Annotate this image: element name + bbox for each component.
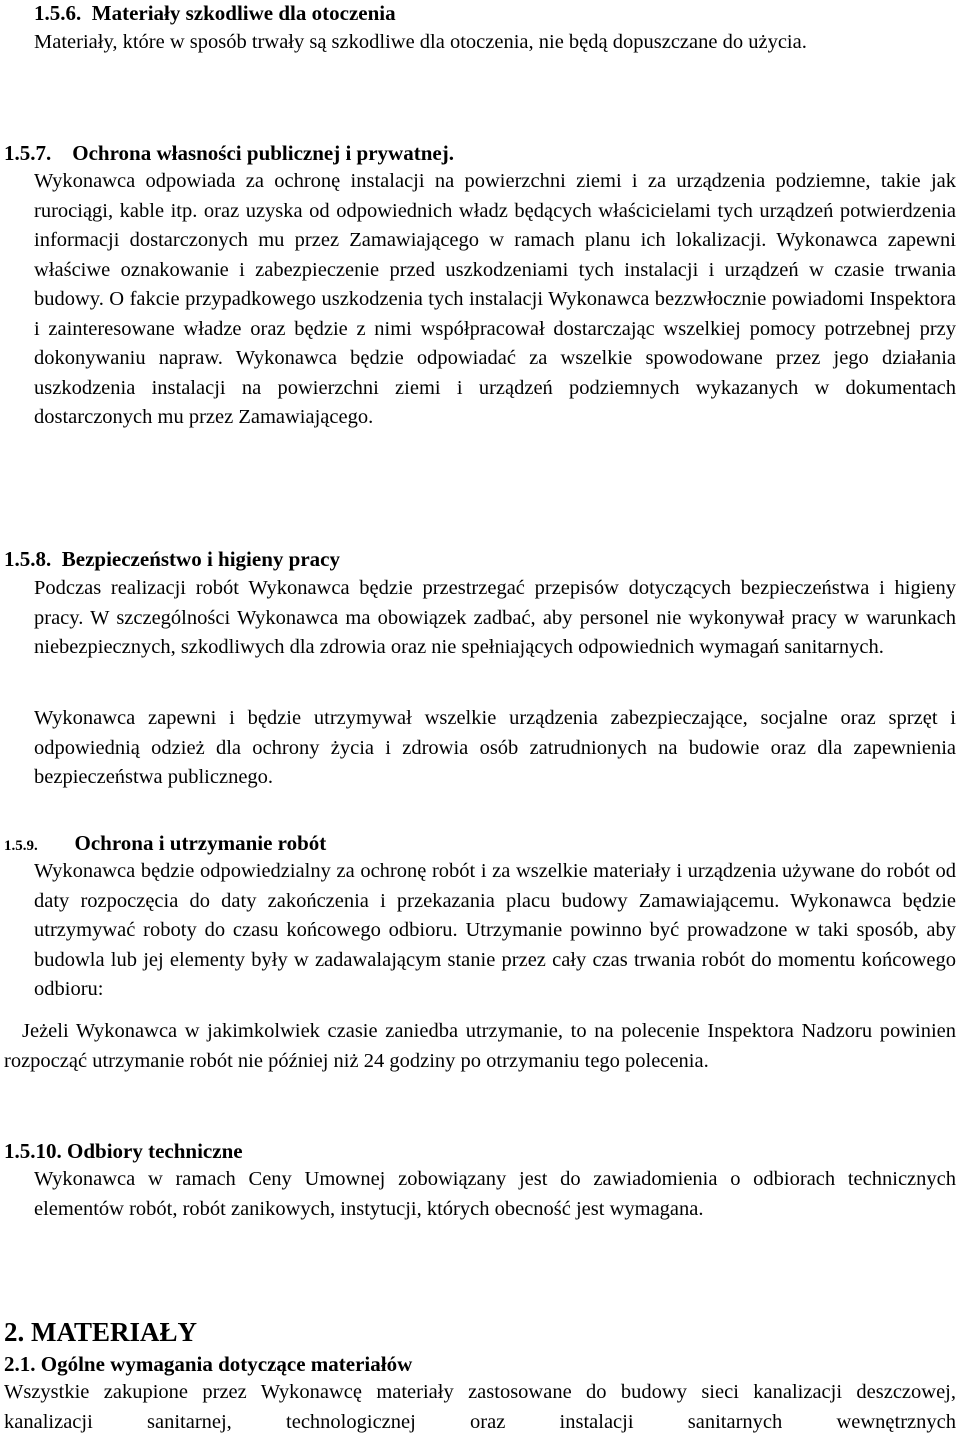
chapter-number: 2. bbox=[4, 1317, 25, 1347]
chapter-title: MATERIAŁY bbox=[31, 1317, 198, 1347]
section-heading-1-5-8 bbox=[4, 546, 340, 572]
section-heading-1-5-9 bbox=[4, 830, 326, 859]
section-title: Odbiory techniczne bbox=[67, 1139, 243, 1163]
section-title: Ochrona własności publicznej i prywatnej. bbox=[72, 141, 454, 165]
section-paragraph-1-5-10: Wykonawca w ramach Ceny Umownej zobowiązany jest do zawiadomienia o odbiorach technicznych elementów robót, robót zanikowych, instytucji, których obecność jest wymagana. bbox=[34, 1168, 956, 1220]
subsection-title: Ogólne wymagania dotyczące materiałów bbox=[40, 1352, 413, 1376]
section-title: Bezpieczeństwo i higieny pracy bbox=[61, 547, 340, 571]
chapter-heading bbox=[4, 1316, 197, 1348]
section-paragraph-1-5-6: Materiały, które w sposób trwały są szkodliwe dla otoczenia, nie będą dopuszczane do użycia. bbox=[34, 31, 807, 53]
section-number: 1.5.9. bbox=[4, 838, 38, 854]
section-heading-1-5-7 bbox=[4, 140, 454, 166]
section-paragraph-1-5-9-b: Jeżeli Wykonawca w jakimkolwiek czasie zaniedba utrzymanie, to na polecenie Inspektora Nadzoru powinien rozpocząć utrzymanie robót nie później niż 24 godziny po otrzymaniu tego polecenia. bbox=[4, 1020, 956, 1072]
section-title: Ochrona i utrzymanie robót bbox=[74, 831, 327, 855]
section-paragraph-1-5-8-b: Wykonawca zapewni i będzie utrzymywał wszelkie urządzenia zabezpieczające, socjalne oraz sprzęt i odpowiednią odzież dla ochrony życia i zdrowia osób zatrudnionych na budowie oraz dla zapewnienia bezpieczeństwa publicznego. bbox=[34, 707, 956, 788]
section-heading-1-5-10 bbox=[4, 1138, 243, 1164]
section-paragraph-1-5-8-a: Podczas realizacji robót Wykonawca będzie przestrzegać przepisów dotyczących bezpieczeństwa i higieny pracy. W szczególności Wykonawca ma obowiązek zadbać, aby personel nie wykonywał pracy w warunkach niebezpiecznych, szkodliwych dla zdrowia oraz nie spełniających odpowiednich wymagań sanitarnych. bbox=[34, 577, 956, 658]
subsection-heading-2-1 bbox=[4, 1351, 412, 1377]
section-paragraph-1-5-9-a: Wykonawca będzie odpowiedzialny za ochronę robót i za wszelkie materiały i urządzenia używane do robót od daty rozpoczęcia do daty zakończenia i przekazania placu budowy Zamawiającemu. Wykonawca będzie utrzymywać roboty do czasu końcowego odbioru. Utrzymanie powinno być prowadzone w taki sposób, aby budowla lub jej elementy były w zadawalającym stanie przez cały czas trwania robót do momentu końcowego odbioru: bbox=[34, 860, 956, 1000]
section-number: 1.5.10. bbox=[4, 1139, 62, 1163]
section-number: 1.5.8. bbox=[4, 547, 52, 571]
section-heading-1-5-6 bbox=[34, 0, 396, 26]
section-paragraph-1-5-7: Wykonawca odpowiada za ochronę instalacji na powierzchni ziemi i za urządzenia podziemne, takie jak rurociągi, kable itp. oraz uzyska od odpowiednich władz będących właścicielami tych urządzeń potwierdzenia informacji dostarczonych mu przez Zamawiającego w ramach planu ich lokalizacji. Wykonawca zapewni właściwe oznakowanie i zabezpieczenie przed uszkodzeniami tych instalacji i urządzeń w czasie trwania budowy. O fakcie przypadkowego uszkodzenia tych instalacji Wykonawca bezzwłocznie powiadomi Inspektora i zainteresowane władze oraz będzie z nimi współpracował dostarczając wszelkiej pomocy potrzebnej przy dokonywaniu napraw. Wykonawca będzie odpowiadać za wszelkie spowodowane przez jego działania uszkodzenia instalacji na powierzchni ziemi i urządzeń podziemnych wykazanych w dokumentach dostarczonych mu przez Zamawiającego. bbox=[34, 170, 956, 428]
subsection-number: 2.1. bbox=[4, 1352, 36, 1376]
subsection-paragraph-2-1: Wszystkie zakupione przez Wykonawcę materiały zastosowane do budowy sieci kanalizacji deszczowej, kanalizacji sanitarnej, technologicznej oraz instalacji sanitarnych wewnętrznych bbox=[4, 1381, 956, 1433]
section-number: 1.5.6. bbox=[34, 1, 82, 25]
section-title: Materiały szkodliwe dla otoczenia bbox=[91, 1, 396, 25]
section-number: 1.5.7. bbox=[4, 141, 52, 165]
